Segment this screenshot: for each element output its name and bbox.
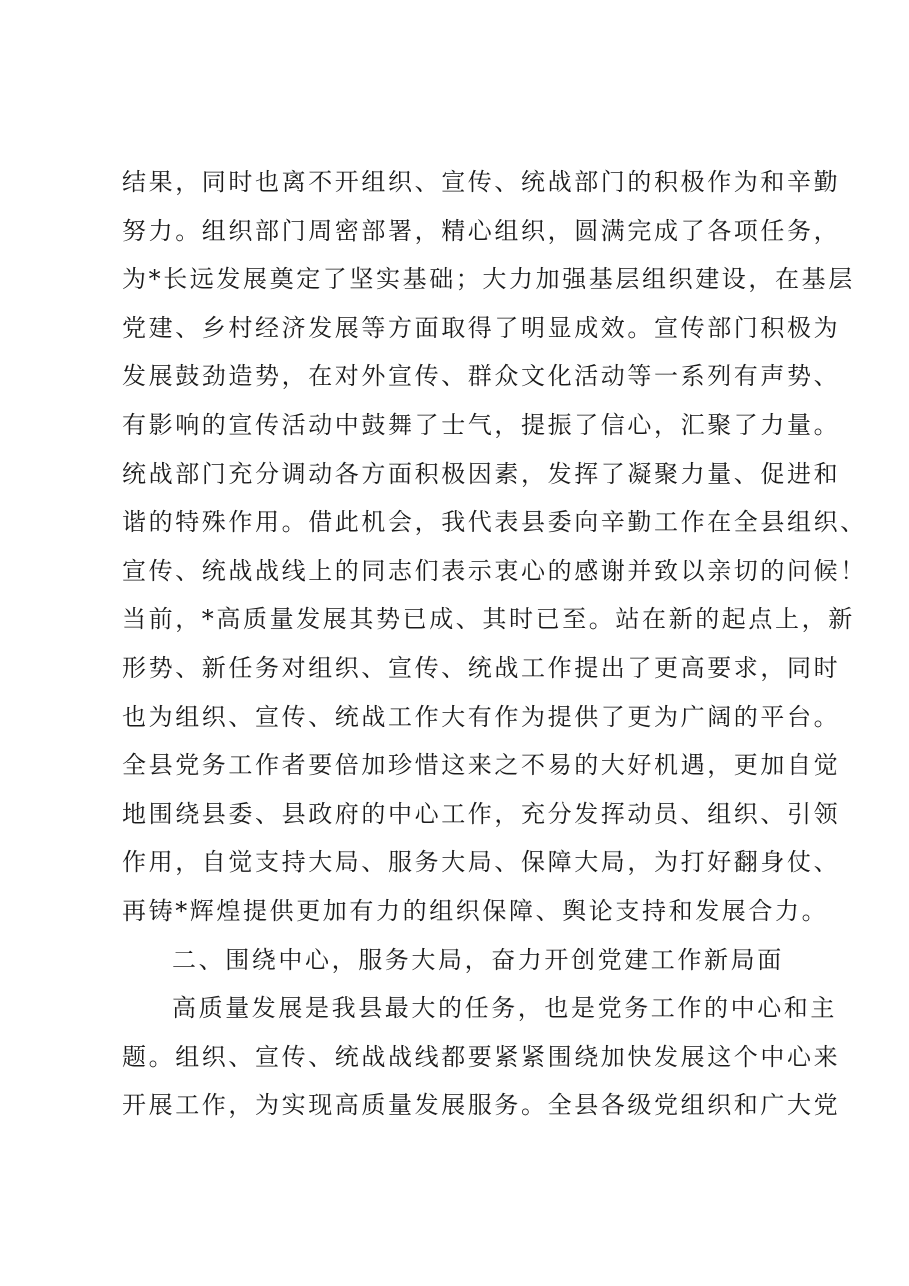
paragraph-line: 高质量发展是我县最大的任务，也是党务工作的中心和主 [172,994,837,1023]
body-line: 当前，*高质量发展其势已成、其时已至。站在新的起点上，新 [122,605,855,634]
paragraph-line: 题。组织、宣传、统战战线都要紧紧围绕加快发展这个中心来 [122,1042,841,1071]
document-body [122,158,867,1130]
body-line: 努力。组织部门周密部署，精心组织，圆满完成了各项任务， [122,216,841,245]
body-line: 为*长远发展奠定了坚实基础；大力加强基层组织建设，在基层 [122,265,855,294]
body-line: 统战部门充分调动各方面积极因素，发挥了凝聚力量、促进和 [122,459,841,488]
body-line: 结果，同时也离不开组织、宣传、统战部门的积极作为和辛勤 [122,168,841,196]
body-line: 全县党务工作者要倍加珍惜这来之不易的大好机遇，更加自觉 [122,751,841,780]
body-line: 党建、乡村经济发展等方面取得了明显成效。宣传部门积极为 [122,313,841,342]
body-line: 宣传、统战战线上的同志们表示衷心的感谢并致以亲切的问候！ [122,556,867,585]
body-line: 有影响的宣传活动中鼓舞了士气，提振了信心，汇聚了力量。 [122,410,841,439]
body-line: 形势、新任务对组织、宣传、统战工作提出了更高要求，同时 [122,653,841,682]
body-line: 作用，自觉支持大局、服务大局、保障大局，为打好翻身仗、 [122,848,841,877]
body-line: 再铸*辉煌提供更加有力的组织保障、舆论支持和发展合力。 [122,896,829,925]
body-line: 谐的特殊作用。借此机会，我代表县委向辛勤工作在全县组织、 [122,508,867,537]
body-line: 发展鼓劲造势，在对外宣传、群众文化活动等一系列有声势、 [122,362,841,391]
paragraph-line: 开展工作，为实现高质量发展服务。全县各级党组织和广大党 [122,1091,841,1120]
body-line: 地围绕县委、县政府的中心工作，充分发挥动员、组织、引领 [122,799,841,828]
body-line: 也为组织、宣传、统战工作大有作为提供了更为广阔的平台。 [122,702,841,731]
section-heading: 二、围绕中心，服务大局，奋力开创党建工作新局面 [172,945,784,974]
